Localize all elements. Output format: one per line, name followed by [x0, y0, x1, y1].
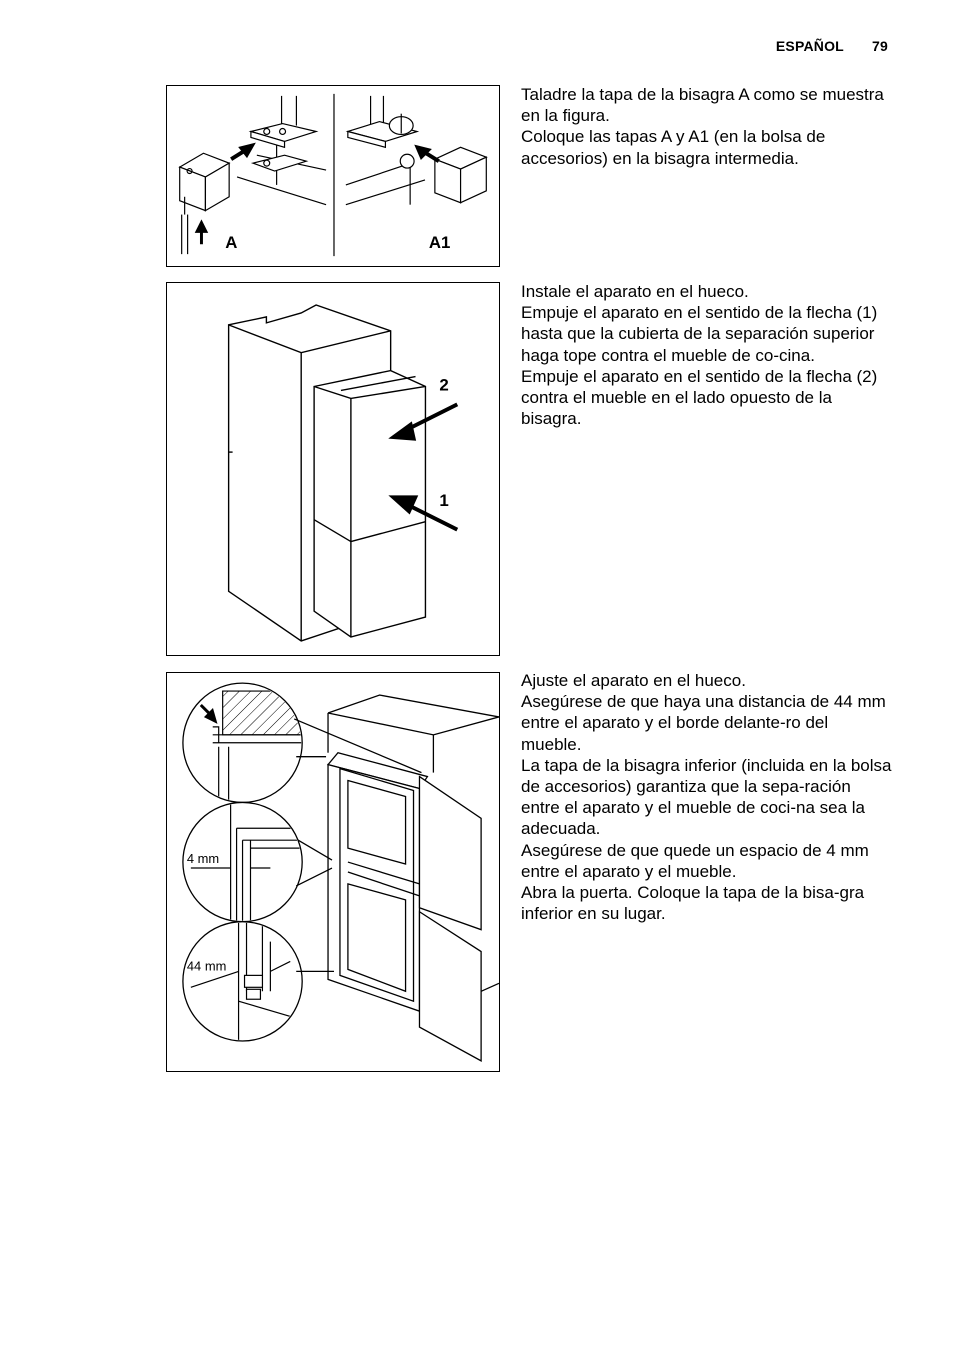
paragraph: Asegúrese de que quede un espacio de 4 mm entre el aparato y el mueble.	[521, 840, 869, 881]
paragraph: La tapa de la bisagra inferior (incluida en la bolsa de accesorios) garantiza que la sepa-ración entre el aparato y el mueble de coci-na sea la adecuada.	[521, 755, 892, 839]
figure-install-appliance	[166, 282, 500, 656]
adjust-appliance-illustration	[167, 673, 499, 1071]
instructions-install-appliance	[521, 281, 893, 429]
page-header	[776, 38, 888, 54]
dimension-4mm: 4 mm	[186, 851, 220, 867]
arrow-label-2: 2	[439, 375, 449, 395]
paragraph: Coloque las tapas A y A1 (en la bolsa de accesorios) en la bisagra intermedia.	[521, 127, 826, 168]
figure-hinge-covers	[166, 85, 500, 267]
paragraph: Empuje el aparato en el sentido de la flecha (2) contra el mueble en el lado opuesto de la bisagra.	[521, 366, 878, 429]
dimension-44mm: 44 mm	[186, 958, 227, 974]
hinge-covers-illustration	[167, 86, 499, 266]
label-a: A	[225, 233, 238, 253]
paragraph: Empuje el aparato en el sentido de la flecha (1) hasta que la cubierta de la separación superior haga tope contra el mueble de co-cina.	[521, 303, 878, 365]
paragraph: Abra la puerta. Coloque la tapa de la bisa-gra inferior en su lugar.	[521, 883, 865, 924]
arrow-label-1: 1	[439, 490, 449, 510]
install-appliance-illustration	[167, 283, 499, 655]
paragraph: Asegúrese de que haya una distancia de 44 mm entre el aparato y el borde delante-ro del mueble.	[521, 692, 886, 754]
page-number: 79	[872, 38, 888, 54]
instructions-adjust-appliance	[521, 670, 893, 924]
paragraph: Instale el aparato en el hueco.	[521, 282, 749, 301]
figure-adjust-appliance	[166, 672, 500, 1072]
label-a1: A1	[428, 233, 451, 253]
paragraph: Ajuste el aparato en el hueco.	[521, 671, 746, 690]
instructions-hinge-covers	[521, 84, 893, 169]
paragraph: Taladre la tapa de la bisagra A como se muestra en la figura.	[521, 85, 884, 126]
header-language: ESPAÑOL	[775, 38, 844, 54]
